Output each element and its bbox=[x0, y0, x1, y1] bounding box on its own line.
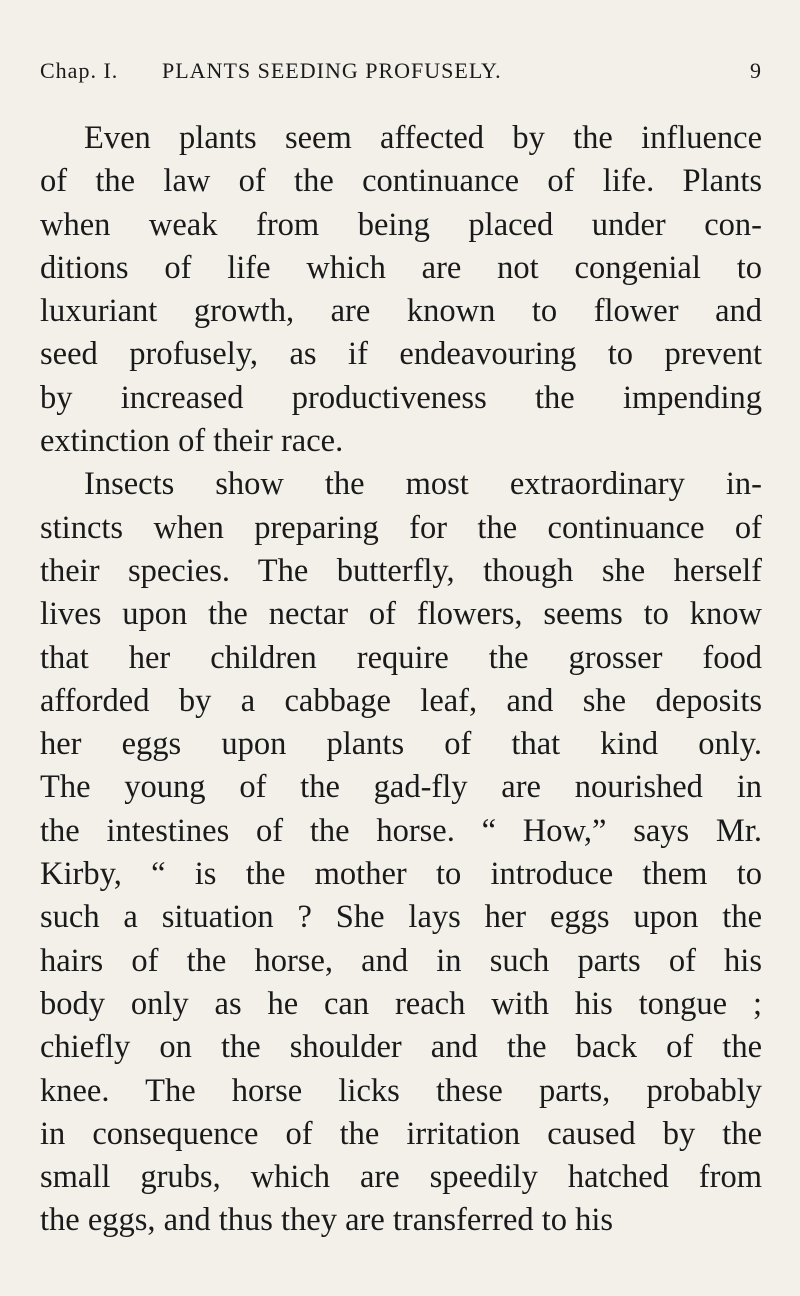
text-line: by increased productiveness the impending bbox=[40, 379, 762, 416]
text-line: her eggs upon plants of that kind only. bbox=[40, 726, 762, 763]
text-line: body only as he can reach with his tongue ; bbox=[40, 985, 762, 1022]
chapter-label: Chap. I. bbox=[40, 58, 119, 83]
text-line: small grubs, which are speedily hatched from bbox=[40, 1159, 762, 1196]
text-line: their species. The butterfly, though she herself bbox=[40, 552, 762, 589]
text-line: the eggs, and thus they are transferred to his bbox=[40, 1202, 614, 1239]
running-head bbox=[40, 58, 762, 98]
text-line: in consequence of the irritation caused by the bbox=[40, 1115, 762, 1152]
text-line: stincts when preparing for the continuance of bbox=[40, 509, 762, 546]
text-line: Insects show the most extraordinary in- bbox=[84, 466, 762, 503]
text-line: knee. The horse licks these parts, probably bbox=[40, 1072, 762, 1109]
text-line: Even plants seem affected by the influence bbox=[84, 120, 762, 156]
text-line: luxuriant growth, are known to flower and bbox=[40, 293, 762, 330]
text-line: hairs of the horse, and in such parts of his bbox=[40, 942, 762, 979]
page-number: 9 bbox=[750, 58, 762, 83]
text-line: of the law of the continuance of life. Plants bbox=[40, 163, 762, 200]
text-line: chiefly on the shoulder and the back of the bbox=[40, 1029, 762, 1066]
body-text bbox=[40, 117, 762, 1243]
text-line: lives upon the nectar of flowers, seems to know bbox=[40, 596, 762, 633]
running-title: PLANTS SEEDING PROFUSELY. bbox=[162, 58, 502, 83]
text-line: extinction of their race. bbox=[40, 423, 344, 460]
text-line: such a situation ? She lays her eggs upon the bbox=[40, 899, 762, 936]
text-line: that her children require the grosser food bbox=[40, 639, 762, 676]
text-line: afforded by a cabbage leaf, and she deposits bbox=[40, 682, 762, 719]
text-line: ditions of life which are not congenial to bbox=[40, 249, 762, 286]
text-line: the intestines of the horse. “ How,” says Mr. bbox=[40, 812, 762, 849]
text-line: The young of the gad-fly are nourished in bbox=[40, 769, 762, 806]
text-line: when weak from being placed under con- bbox=[40, 206, 762, 243]
text-line: Kirby, “ is the mother to introduce them to bbox=[40, 856, 762, 893]
text-line: seed profusely, as if endeavouring to prevent bbox=[40, 336, 762, 373]
